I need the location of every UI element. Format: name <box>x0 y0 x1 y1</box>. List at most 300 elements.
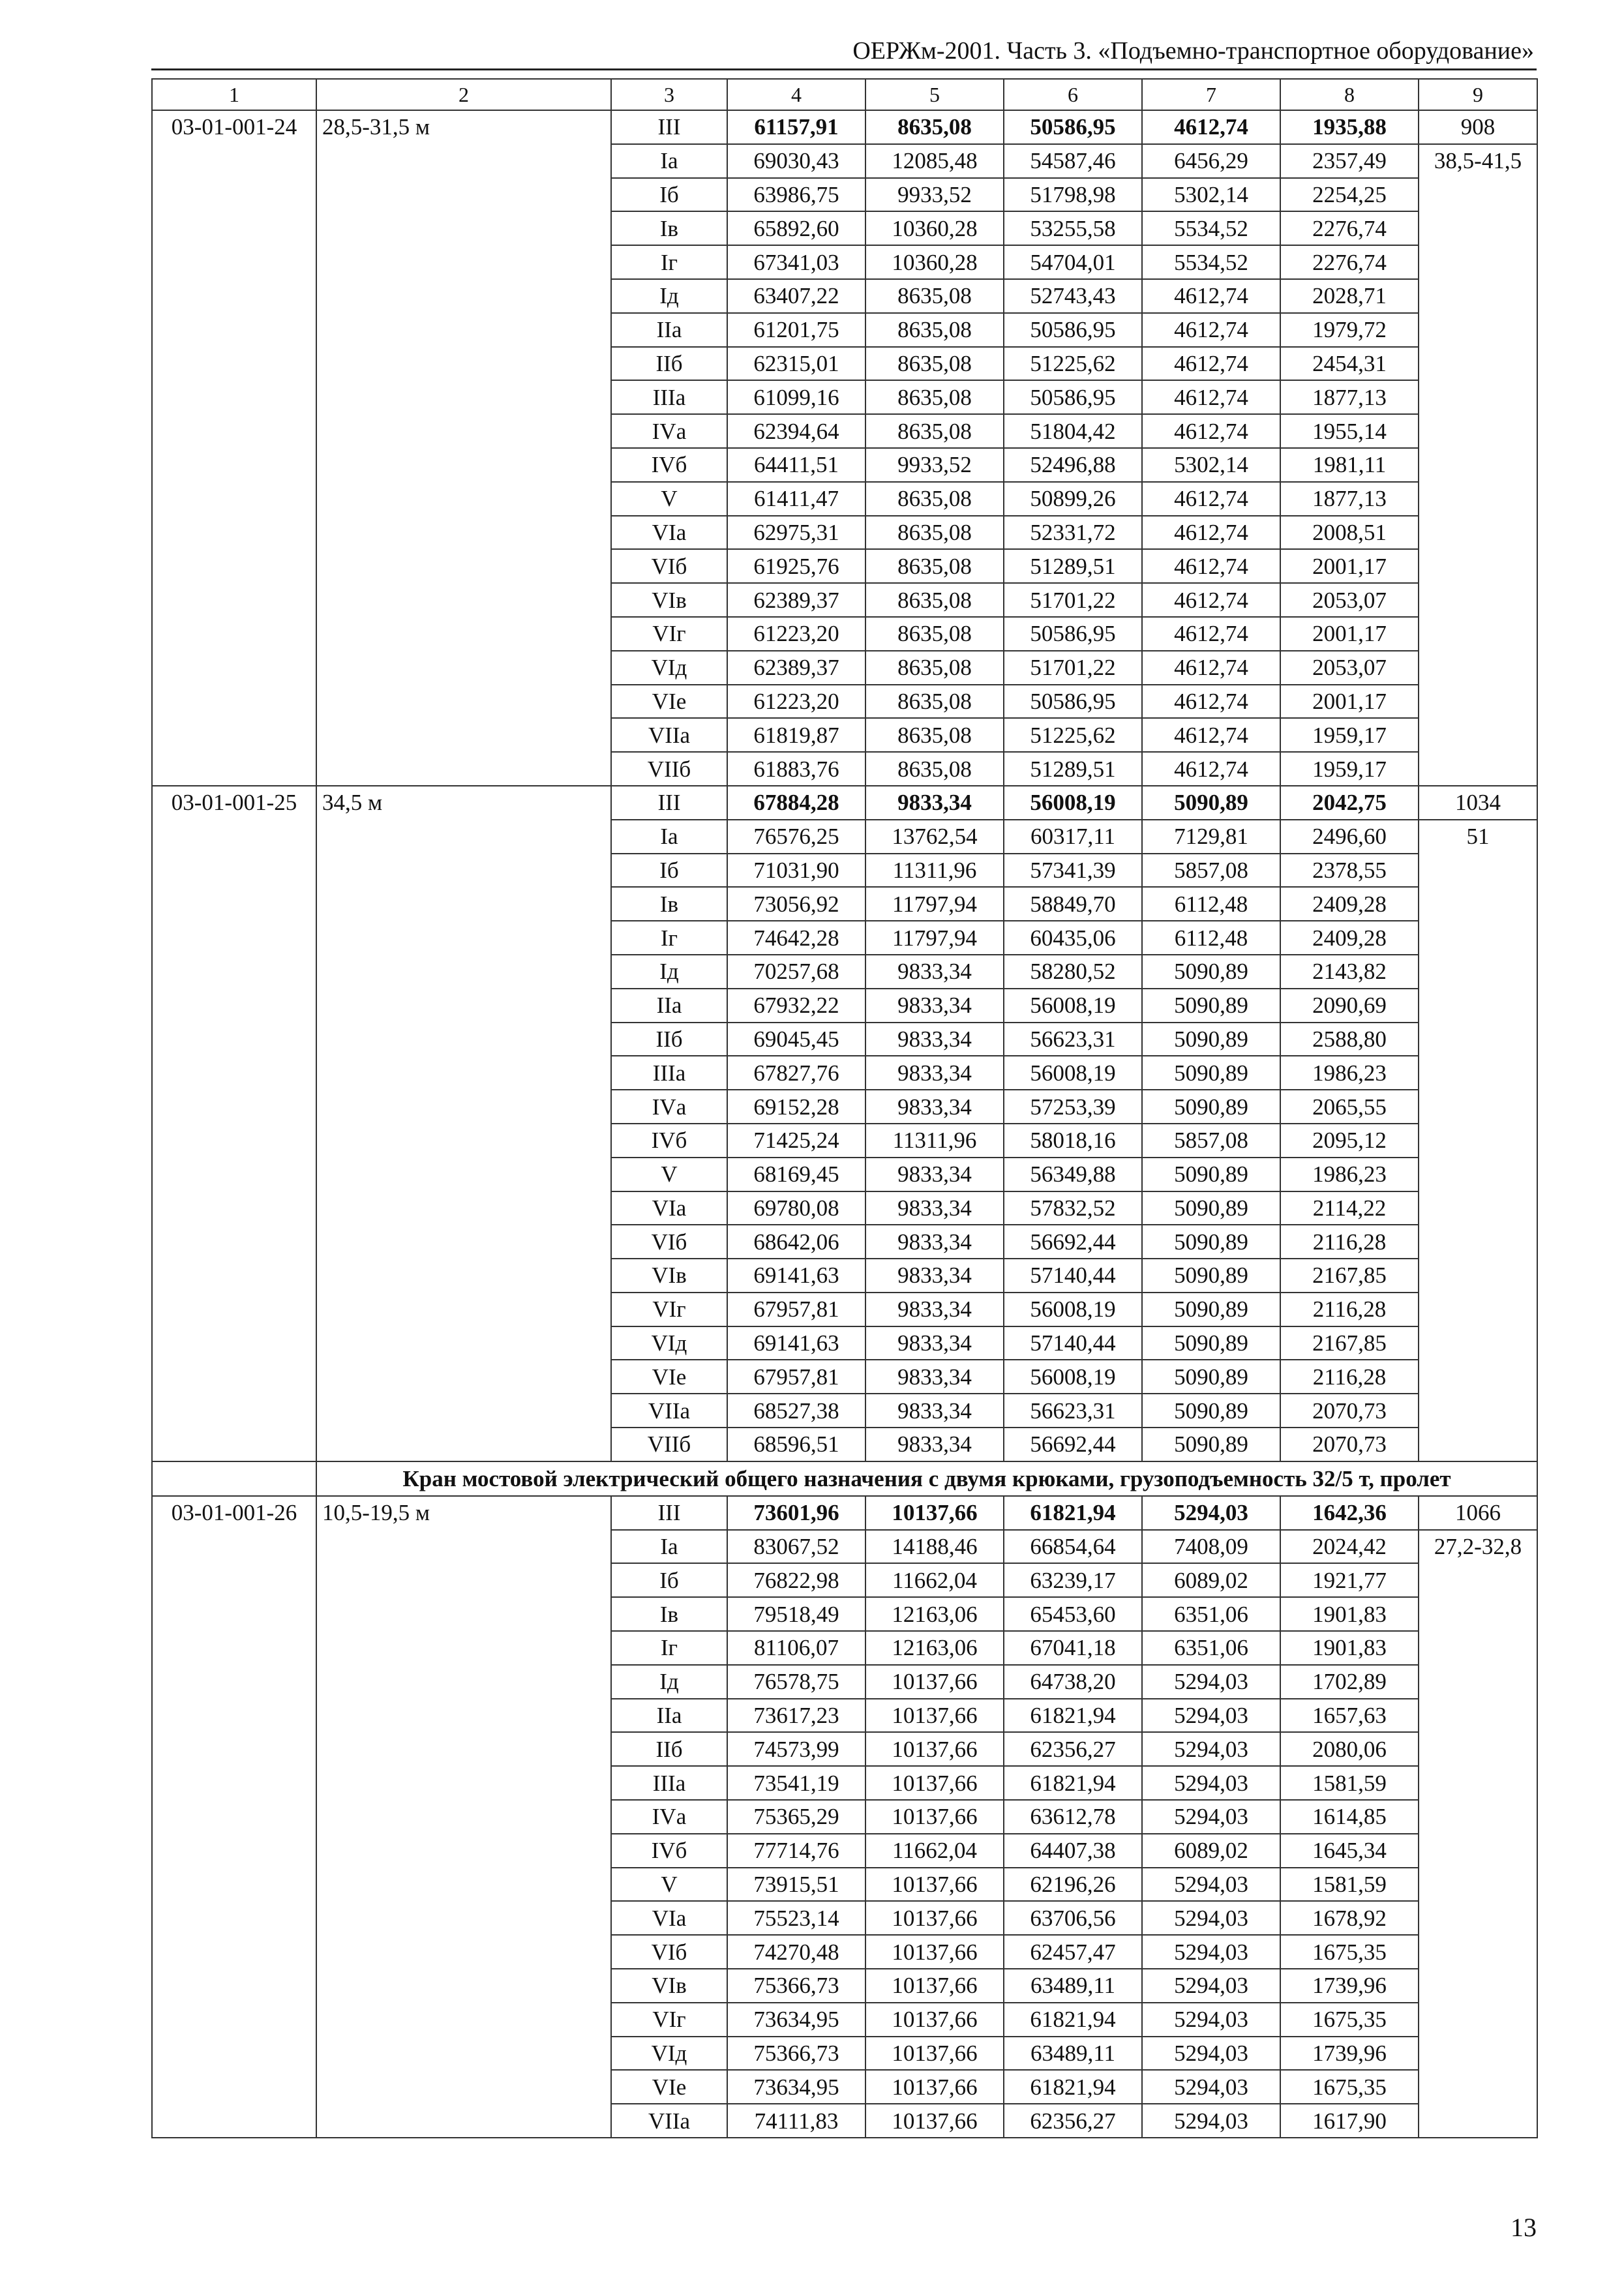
value-cell: 77714,76 <box>727 1834 865 1868</box>
value-cell: 1614,85 <box>1280 1800 1419 1834</box>
mode-cell: Iд <box>611 1665 727 1699</box>
value-cell: 1675,35 <box>1280 2003 1419 2037</box>
value-cell: 9833,34 <box>865 1394 1004 1428</box>
mode-cell: VIIа <box>611 718 727 752</box>
value-cell: 54704,01 <box>1004 245 1142 279</box>
mode-cell: VIа <box>611 1191 727 1225</box>
value-cell: 63612,78 <box>1004 1800 1142 1834</box>
value-cell: 10137,66 <box>865 1732 1004 1766</box>
value-cell: 2070,73 <box>1280 1428 1419 1461</box>
value-cell: 1986,23 <box>1280 1056 1419 1090</box>
value-cell: 5294,03 <box>1142 1732 1280 1766</box>
value-cell: 5090,89 <box>1142 1293 1280 1326</box>
value-cell: 2116,28 <box>1280 1293 1419 1326</box>
value-cell: 64411,51 <box>727 448 865 482</box>
value-cell: 68169,45 <box>727 1158 865 1191</box>
value-cell: 1981,11 <box>1280 448 1419 482</box>
value-cell: 8635,08 <box>865 516 1004 550</box>
mode-cell: Iб <box>611 1563 727 1597</box>
value-cell: 2357,49 <box>1280 144 1419 178</box>
mode-cell: Iв <box>611 887 727 921</box>
mode-cell: III <box>611 786 727 820</box>
value-cell: 50586,95 <box>1004 313 1142 347</box>
value-cell: 4612,74 <box>1142 583 1280 617</box>
value-cell: 61223,20 <box>727 685 865 719</box>
value-cell: 61821,94 <box>1004 2003 1142 2037</box>
value-cell: 67957,81 <box>727 1293 865 1326</box>
section-title-row <box>152 1461 1537 1496</box>
value-cell: 5294,03 <box>1142 1868 1280 1902</box>
value-cell: 9833,34 <box>865 786 1004 820</box>
value-cell: 50586,95 <box>1004 685 1142 719</box>
value-cell: 1678,92 <box>1280 1901 1419 1935</box>
value-cell: 56692,44 <box>1004 1225 1142 1259</box>
value-cell: 61157,91 <box>727 110 865 144</box>
mode-cell: VIIб <box>611 1428 727 1461</box>
value-cell: 5534,52 <box>1142 211 1280 245</box>
column-number-row <box>152 79 1537 110</box>
value-cell: 9833,34 <box>865 1056 1004 1090</box>
value-cell: 2276,74 <box>1280 245 1419 279</box>
value-cell: 5294,03 <box>1142 2070 1280 2104</box>
value-cell: 9833,34 <box>865 1428 1004 1461</box>
item-span: 28,5-31,5 м <box>316 110 611 786</box>
mode-cell: IIа <box>611 989 727 1023</box>
mode-cell: VIг <box>611 617 727 651</box>
value-cell: 4612,74 <box>1142 685 1280 719</box>
value-cell: 4612,74 <box>1142 651 1280 685</box>
value-cell: 52331,72 <box>1004 516 1142 550</box>
value-cell: 56623,31 <box>1004 1394 1142 1428</box>
mode-cell: Iа <box>611 820 727 854</box>
value-cell: 8635,08 <box>865 347 1004 381</box>
value-cell: 10137,66 <box>865 1496 1004 1530</box>
value-cell: 51701,22 <box>1004 651 1142 685</box>
value-cell: 61925,76 <box>727 549 865 583</box>
value-cell: 2053,07 <box>1280 583 1419 617</box>
value-cell: 8635,08 <box>865 549 1004 583</box>
section-title: Кран мостовой электрический общего назначения с двумя крюками, грузоподъемность 32/5 т, пролет <box>316 1461 1537 1496</box>
value-cell: 9833,34 <box>865 1360 1004 1394</box>
value-cell: 8635,08 <box>865 718 1004 752</box>
value-cell: 2001,17 <box>1280 617 1419 651</box>
value-cell: 2053,07 <box>1280 651 1419 685</box>
value-cell: 63407,22 <box>727 279 865 313</box>
mode-cell: Iв <box>611 211 727 245</box>
item-code: 03-01-001-25 <box>152 786 316 1461</box>
value-cell: 6112,48 <box>1142 921 1280 955</box>
value-cell: 10137,66 <box>865 1969 1004 2003</box>
value-cell: 5294,03 <box>1142 1496 1280 1530</box>
value-cell: 10137,66 <box>865 1699 1004 1733</box>
value-cell: 4612,74 <box>1142 549 1280 583</box>
mode-cell: Iд <box>611 279 727 313</box>
value-cell: 57253,39 <box>1004 1090 1142 1124</box>
value-cell: 71425,24 <box>727 1124 865 1158</box>
value-cell: 2378,55 <box>1280 854 1419 888</box>
value-cell: 52743,43 <box>1004 279 1142 313</box>
value-cell: 50586,95 <box>1004 110 1142 144</box>
mode-cell: VIа <box>611 516 727 550</box>
value-cell: 2028,71 <box>1280 279 1419 313</box>
value-cell: 2008,51 <box>1280 516 1419 550</box>
value-cell: 10360,28 <box>865 211 1004 245</box>
column-number: 9 <box>1419 79 1537 110</box>
mode-cell: III <box>611 110 727 144</box>
mode-cell: IVб <box>611 448 727 482</box>
value-cell: 5090,89 <box>1142 786 1280 820</box>
value-cell: 5090,89 <box>1142 1191 1280 1225</box>
value-cell: 5090,89 <box>1142 1394 1280 1428</box>
value-cell: 8635,08 <box>865 313 1004 347</box>
document-title: ОЕРЖм-2001. Часть 3. «Подъемно-транспортное оборудование» <box>852 37 1534 65</box>
value-cell: 9833,34 <box>865 1191 1004 1225</box>
value-cell: 62394,64 <box>727 414 865 448</box>
value-cell: 4612,74 <box>1142 279 1280 313</box>
value-cell: 10137,66 <box>865 1901 1004 1935</box>
value-cell: 58018,16 <box>1004 1124 1142 1158</box>
value-cell: 1935,88 <box>1280 110 1419 144</box>
value-cell: 73541,19 <box>727 1766 865 1800</box>
value-cell: 5294,03 <box>1142 1766 1280 1800</box>
value-cell: 2167,85 <box>1280 1326 1419 1360</box>
value-cell: 76578,75 <box>727 1665 865 1699</box>
value-cell: 10137,66 <box>865 1665 1004 1699</box>
table-row <box>152 110 1537 144</box>
value-cell: 7129,81 <box>1142 820 1280 854</box>
value-cell: 57341,39 <box>1004 854 1142 888</box>
mode-cell: IIб <box>611 1023 727 1056</box>
value-cell: 68642,06 <box>727 1225 865 1259</box>
value-cell: 62315,01 <box>727 347 865 381</box>
value-cell: 56008,19 <box>1004 1056 1142 1090</box>
value-cell: 51701,22 <box>1004 583 1142 617</box>
mode-cell: IIIа <box>611 1056 727 1090</box>
value-cell: 1739,96 <box>1280 1969 1419 2003</box>
value-cell: 2001,17 <box>1280 685 1419 719</box>
value-cell: 61223,20 <box>727 617 865 651</box>
value-cell: 4612,74 <box>1142 516 1280 550</box>
value-cell: 10137,66 <box>865 2070 1004 2104</box>
value-cell: 10137,66 <box>865 1800 1004 1834</box>
mode-cell: VIг <box>611 2003 727 2037</box>
value-cell: 1645,34 <box>1280 1834 1419 1868</box>
mode-cell: VIб <box>611 549 727 583</box>
value-cell: 50586,95 <box>1004 380 1142 414</box>
value-cell: 5090,89 <box>1142 1158 1280 1191</box>
value-cell: 12163,06 <box>865 1631 1004 1665</box>
mode-cell: VIд <box>611 651 727 685</box>
value-cell: 62196,26 <box>1004 1868 1142 1902</box>
value-cell: 5294,03 <box>1142 1665 1280 1699</box>
section-spacer <box>152 1461 316 1496</box>
mode-cell: VIе <box>611 685 727 719</box>
value-cell: 10137,66 <box>865 2037 1004 2071</box>
mode-cell: Iв <box>611 1597 727 1631</box>
value-cell: 2080,06 <box>1280 1732 1419 1766</box>
value-cell: 4612,74 <box>1142 380 1280 414</box>
value-cell: 63489,11 <box>1004 1969 1142 2003</box>
mode-cell: Iд <box>611 955 727 989</box>
value-cell: 1901,83 <box>1280 1631 1419 1665</box>
column-number: 8 <box>1280 79 1419 110</box>
value-cell: 58849,70 <box>1004 887 1142 921</box>
table-row <box>152 1496 1537 1530</box>
value-cell: 5302,14 <box>1142 178 1280 212</box>
value-cell: 10360,28 <box>865 245 1004 279</box>
item-code: 03-01-001-24 <box>152 110 316 786</box>
value-cell: 62457,47 <box>1004 1935 1142 1969</box>
value-cell: 5294,03 <box>1142 2003 1280 2037</box>
value-cell: 73617,23 <box>727 1699 865 1733</box>
value-cell: 63986,75 <box>727 178 865 212</box>
value-cell: 63706,56 <box>1004 1901 1142 1935</box>
value-cell: 5090,89 <box>1142 989 1280 1023</box>
value-cell: 65892,60 <box>727 211 865 245</box>
value-cell: 1702,89 <box>1280 1665 1419 1699</box>
value-cell: 5302,14 <box>1142 448 1280 482</box>
table-row <box>152 786 1537 820</box>
column-number: 4 <box>727 79 865 110</box>
value-cell: 61201,75 <box>727 313 865 347</box>
value-cell: 54587,46 <box>1004 144 1142 178</box>
value-cell: 75365,29 <box>727 1800 865 1834</box>
mode-cell: VIд <box>611 2037 727 2071</box>
value-cell: 71031,90 <box>727 854 865 888</box>
page-number: 13 <box>1511 2213 1537 2242</box>
value-cell: 73634,95 <box>727 2070 865 2104</box>
column-number: 7 <box>1142 79 1280 110</box>
value-cell: 75366,73 <box>727 2037 865 2071</box>
value-cell: 73601,96 <box>727 1496 865 1530</box>
extra-range: 38,5-41,5 <box>1419 144 1537 786</box>
value-cell: 1877,13 <box>1280 482 1419 516</box>
value-cell: 4612,74 <box>1142 617 1280 651</box>
value-cell: 62356,27 <box>1004 2104 1142 2138</box>
value-cell: 62975,31 <box>727 516 865 550</box>
mode-cell: VIв <box>611 583 727 617</box>
value-cell: 8635,08 <box>865 583 1004 617</box>
value-cell: 51225,62 <box>1004 347 1142 381</box>
value-cell: 69780,08 <box>727 1191 865 1225</box>
value-cell: 68527,38 <box>727 1394 865 1428</box>
value-cell: 1877,13 <box>1280 380 1419 414</box>
mode-cell: VIд <box>611 1326 727 1360</box>
mode-cell: VIIб <box>611 752 727 786</box>
mode-cell: IVб <box>611 1834 727 1868</box>
value-cell: 67932,22 <box>727 989 865 1023</box>
value-cell: 67827,76 <box>727 1056 865 1090</box>
extra-range: 51 <box>1419 820 1537 1461</box>
value-cell: 57832,52 <box>1004 1191 1142 1225</box>
value-cell: 8635,08 <box>865 752 1004 786</box>
value-cell: 51225,62 <box>1004 718 1142 752</box>
value-cell: 1675,35 <box>1280 2070 1419 2104</box>
value-cell: 69141,63 <box>727 1326 865 1360</box>
value-cell: 2095,12 <box>1280 1124 1419 1158</box>
value-cell: 11662,04 <box>865 1563 1004 1597</box>
value-cell: 2588,80 <box>1280 1023 1419 1056</box>
value-cell: 6351,06 <box>1142 1631 1280 1665</box>
value-cell: 13762,54 <box>865 820 1004 854</box>
value-cell: 5857,08 <box>1142 854 1280 888</box>
mode-cell: IIIа <box>611 1766 727 1800</box>
value-cell: 5294,03 <box>1142 2104 1280 2138</box>
mode-cell: IIIа <box>611 380 727 414</box>
value-cell: 62356,27 <box>1004 1732 1142 1766</box>
mode-cell: IIа <box>611 1699 727 1733</box>
mode-cell: VIе <box>611 2070 727 2104</box>
value-cell: 61819,87 <box>727 718 865 752</box>
value-cell: 51289,51 <box>1004 549 1142 583</box>
value-cell: 8635,08 <box>865 651 1004 685</box>
value-cell: 74573,99 <box>727 1732 865 1766</box>
value-cell: 74270,48 <box>727 1935 865 1969</box>
value-cell: 68596,51 <box>727 1428 865 1461</box>
value-cell: 14188,46 <box>865 1530 1004 1564</box>
value-cell: 50899,26 <box>1004 482 1142 516</box>
value-cell: 5090,89 <box>1142 1225 1280 1259</box>
mode-cell: Iб <box>611 854 727 888</box>
extra-range: 27,2-32,8 <box>1419 1530 1537 2138</box>
value-cell: 67041,18 <box>1004 1631 1142 1665</box>
mode-cell: Iг <box>611 1631 727 1665</box>
column-number: 3 <box>611 79 727 110</box>
value-cell: 9833,34 <box>865 1023 1004 1056</box>
mode-cell: IIа <box>611 313 727 347</box>
mode-cell: Iа <box>611 144 727 178</box>
mode-cell: IIб <box>611 347 727 381</box>
mode-cell: VIг <box>611 1293 727 1326</box>
value-cell: 2167,85 <box>1280 1259 1419 1293</box>
value-cell: 60317,11 <box>1004 820 1142 854</box>
column-number: 6 <box>1004 79 1142 110</box>
value-cell: 61411,47 <box>727 482 865 516</box>
mode-cell: VIб <box>611 1225 727 1259</box>
value-cell: 1901,83 <box>1280 1597 1419 1631</box>
value-cell: 1739,96 <box>1280 2037 1419 2071</box>
value-cell: 1979,72 <box>1280 313 1419 347</box>
value-cell: 69030,43 <box>727 144 865 178</box>
value-cell: 65453,60 <box>1004 1597 1142 1631</box>
mode-cell: VIе <box>611 1360 727 1394</box>
value-cell: 1581,59 <box>1280 1868 1419 1902</box>
value-cell: 8635,08 <box>865 482 1004 516</box>
value-cell: 58280,52 <box>1004 955 1142 989</box>
mode-cell: VIв <box>611 1969 727 2003</box>
item-span: 34,5 м <box>316 786 611 1461</box>
value-cell: 5090,89 <box>1142 1326 1280 1360</box>
value-cell: 73634,95 <box>727 2003 865 2037</box>
value-cell: 5090,89 <box>1142 1360 1280 1394</box>
value-cell: 4612,74 <box>1142 718 1280 752</box>
value-cell: 9833,34 <box>865 989 1004 1023</box>
value-cell: 2065,55 <box>1280 1090 1419 1124</box>
value-cell: 8635,08 <box>865 110 1004 144</box>
value-cell: 83067,52 <box>727 1530 865 1564</box>
table-body <box>152 79 1537 2138</box>
value-cell: 73915,51 <box>727 1868 865 1902</box>
value-cell: 67341,03 <box>727 245 865 279</box>
value-cell: 2114,22 <box>1280 1191 1419 1225</box>
value-cell: 66854,64 <box>1004 1530 1142 1564</box>
column-number: 1 <box>152 79 316 110</box>
value-cell: 2276,74 <box>1280 211 1419 245</box>
value-cell: 2409,28 <box>1280 887 1419 921</box>
value-cell: 57140,44 <box>1004 1326 1142 1360</box>
value-cell: 9833,34 <box>865 1293 1004 1326</box>
value-cell: 5294,03 <box>1142 2037 1280 2071</box>
value-cell: 56008,19 <box>1004 1360 1142 1394</box>
value-cell: 2454,31 <box>1280 347 1419 381</box>
value-cell: 1642,36 <box>1280 1496 1419 1530</box>
value-cell: 63489,11 <box>1004 2037 1142 2071</box>
value-cell: 9933,52 <box>865 178 1004 212</box>
value-cell: 4612,74 <box>1142 752 1280 786</box>
value-cell: 75523,14 <box>727 1901 865 1935</box>
value-cell: 56008,19 <box>1004 1293 1142 1326</box>
value-cell: 53255,58 <box>1004 211 1142 245</box>
value-cell: 9933,52 <box>865 448 1004 482</box>
value-cell: 11797,94 <box>865 887 1004 921</box>
value-cell: 5090,89 <box>1142 1023 1280 1056</box>
value-cell: 1955,14 <box>1280 414 1419 448</box>
value-cell: 6112,48 <box>1142 887 1280 921</box>
value-cell: 4612,74 <box>1142 313 1280 347</box>
value-cell: 51804,42 <box>1004 414 1142 448</box>
value-cell: 5090,89 <box>1142 955 1280 989</box>
column-number: 2 <box>316 79 611 110</box>
value-cell: 76822,98 <box>727 1563 865 1597</box>
value-cell: 2496,60 <box>1280 820 1419 854</box>
mode-cell: IVа <box>611 1800 727 1834</box>
value-cell: 76576,25 <box>727 820 865 854</box>
value-cell: 64407,38 <box>1004 1834 1142 1868</box>
value-cell: 67884,28 <box>727 786 865 820</box>
mode-cell: V <box>611 1868 727 1902</box>
value-cell: 6351,06 <box>1142 1597 1280 1631</box>
value-cell: 10137,66 <box>865 1935 1004 1969</box>
value-cell: 74642,28 <box>727 921 865 955</box>
value-cell: 1986,23 <box>1280 1158 1419 1191</box>
value-cell: 2116,28 <box>1280 1225 1419 1259</box>
value-cell: 56623,31 <box>1004 1023 1142 1056</box>
value-cell: 5857,08 <box>1142 1124 1280 1158</box>
value-cell: 8635,08 <box>865 685 1004 719</box>
mode-cell: Iг <box>611 245 727 279</box>
item-code: 03-01-001-26 <box>152 1496 316 2138</box>
mode-cell: V <box>611 482 727 516</box>
value-cell: 4612,74 <box>1142 414 1280 448</box>
value-cell: 10137,66 <box>865 1766 1004 1800</box>
value-cell: 2090,69 <box>1280 989 1419 1023</box>
value-cell: 11662,04 <box>865 1834 1004 1868</box>
value-cell: 4612,74 <box>1142 110 1280 144</box>
value-cell: 2001,17 <box>1280 549 1419 583</box>
value-cell: 51289,51 <box>1004 752 1142 786</box>
value-cell: 63239,17 <box>1004 1563 1142 1597</box>
value-cell: 10137,66 <box>865 2003 1004 2037</box>
mode-cell: IVа <box>611 414 727 448</box>
value-cell: 8635,08 <box>865 380 1004 414</box>
value-cell: 2024,42 <box>1280 1530 1419 1564</box>
value-cell: 5294,03 <box>1142 1800 1280 1834</box>
value-cell: 62389,37 <box>727 583 865 617</box>
value-cell: 1657,63 <box>1280 1699 1419 1733</box>
value-cell: 6456,29 <box>1142 144 1280 178</box>
mode-cell: IVб <box>611 1124 727 1158</box>
value-cell: 5294,03 <box>1142 1935 1280 1969</box>
